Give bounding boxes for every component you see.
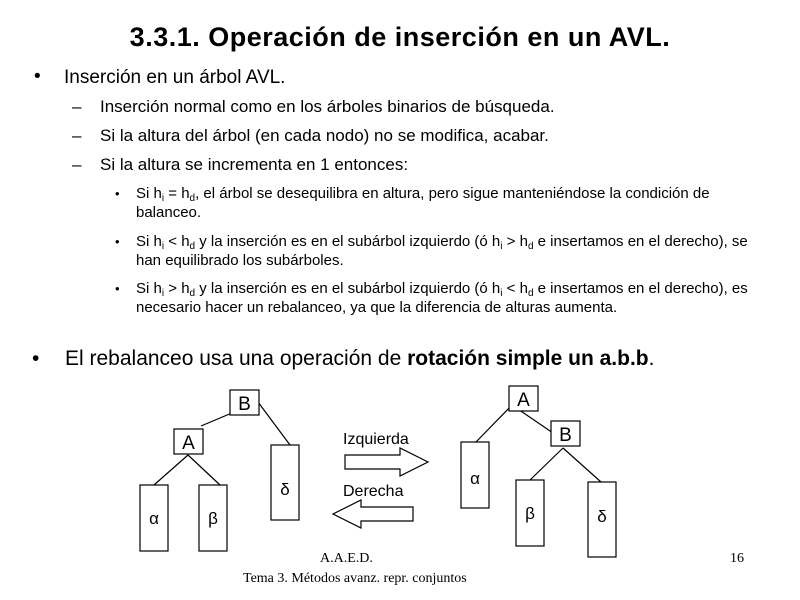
- left-tree: [140, 390, 299, 551]
- arrow-right: [345, 448, 428, 476]
- bullet-insertion-text: Inserción en un árbol AVL.: [64, 67, 286, 88]
- node-a-right-label: A: [517, 390, 530, 411]
- subtree-alpha-label: α: [149, 509, 159, 528]
- edge-a-alpha-right: [476, 405, 512, 442]
- footer-course: A.A.E.D.: [320, 551, 373, 566]
- subtree-alpha-right-label: α: [470, 469, 480, 488]
- rotation-arrows: [333, 431, 428, 528]
- edge-a-alpha: [154, 455, 188, 485]
- node-b-label: B: [238, 394, 251, 415]
- bullet-rebalance-pre: El rebalanceo usa una operación de: [65, 347, 408, 370]
- bullet-dot: •: [32, 347, 40, 370]
- sub-item-2: – Si la altura del árbol (en cada nodo) no se modifica, acabar.: [72, 126, 549, 145]
- bullet-rebalance: • El rebalanceo usa una operación de rotación simple un a.b.b.: [32, 347, 655, 370]
- subtree-delta-label: δ: [280, 480, 290, 499]
- right-tree: [461, 386, 616, 557]
- case-item-1: • Si $h_i = h_d$, el árbol se desequilibra en altura, pero sigue manteniéndose la condición de balanceo.: [115, 185, 710, 221]
- bullet-dot: •: [34, 66, 41, 87]
- arrow-left: [333, 500, 413, 528]
- footer-topic: Tema 3. Métodos avanz. repr. conjuntos: [243, 571, 467, 586]
- sub-item-1-text: Inserción normal como en los árboles binarios de búsqueda.: [100, 97, 555, 116]
- sub-item-3-text: Si la altura se incrementa en 1 entonces:: [100, 155, 409, 174]
- subtree-delta-right-label: δ: [597, 507, 607, 526]
- slide-title: 3.3.1. Operación de inserción en un AVL.: [129, 22, 671, 52]
- bullet-rebalance-bold: rotación simple un a.b.b: [407, 347, 649, 370]
- edge-a-beta: [188, 455, 220, 485]
- page-number: 16: [730, 551, 744, 566]
- subtree-beta-right-label: β: [525, 504, 535, 523]
- case-item-3: • Si $h_i > h_d$ y la inserción es en el subárbol izquierdo (ó $h_i < h_d$ e insertamos en el derecho), es necesario hacer un rebalanceo, ya que la diferencia de alturas aumenta.: [115, 280, 748, 316]
- subtree-beta-label: β: [208, 509, 218, 528]
- sub-item-2-text: Si la altura del árbol (en cada nodo) no se modifica, acabar.: [100, 126, 549, 145]
- sub-item-3: – Si la altura se incrementa en 1 entonces:: [72, 155, 409, 174]
- edge-b-beta-right: [530, 448, 563, 480]
- sub-item-1: – Inserción normal como en los árboles binarios de búsqueda.: [72, 97, 555, 116]
- node-a-label: A: [182, 433, 195, 454]
- case-item-2: • Si $h_i < h_d$ y la inserción es en el subárbol izquierdo (ó $h_i > h_d$ e insertamos en el derecho), se han equilibrado los subárboles.: [115, 233, 748, 269]
- edge-b-delta: [258, 402, 290, 445]
- arrow-right-label: Izquierda: [343, 431, 409, 448]
- edge-b-delta-right: [563, 448, 601, 482]
- arrow-left-label: Derecha: [343, 483, 404, 500]
- node-b-right-label: B: [559, 425, 572, 446]
